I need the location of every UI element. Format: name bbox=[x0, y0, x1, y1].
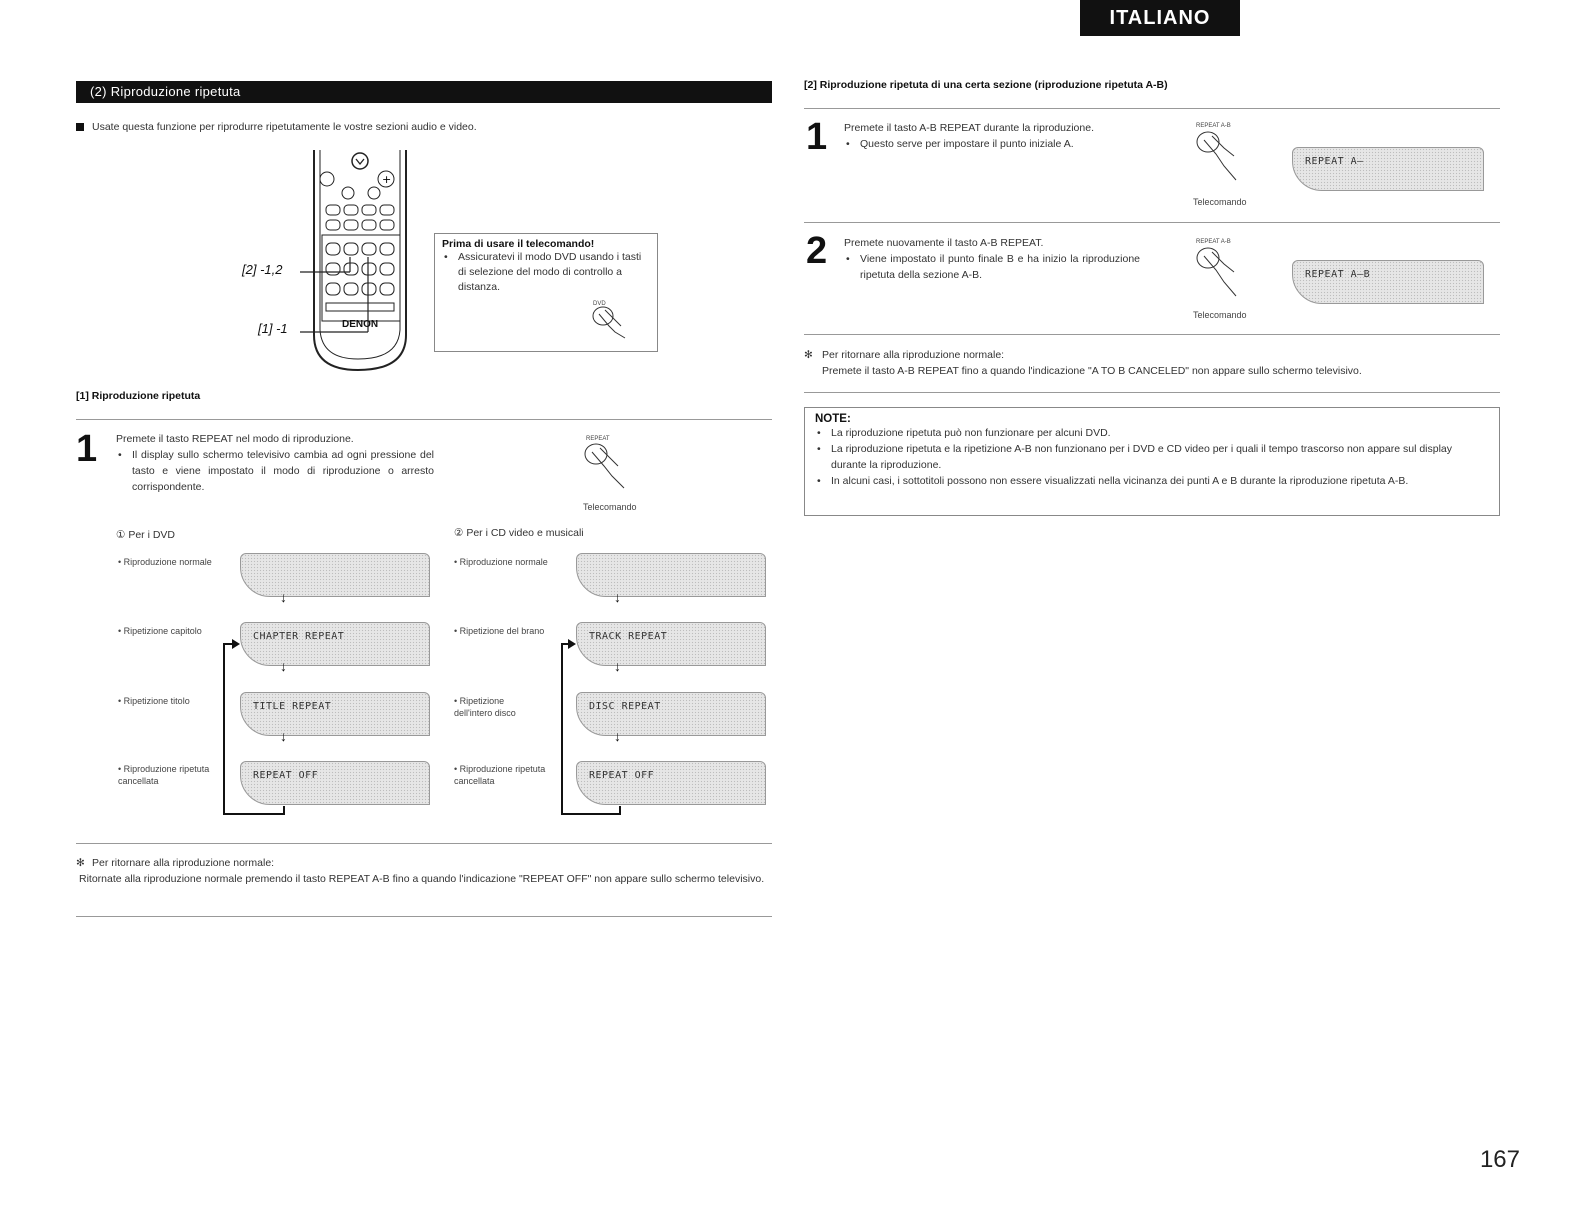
sub2-step2-bullet: • Viene impostato il punto finale B e ha inizio la riproduzione ripetuta della sezione A-B. bbox=[844, 251, 1140, 283]
hand-press-icon bbox=[585, 304, 635, 344]
arrow-down-icon: ↓ bbox=[280, 728, 287, 744]
svg-text:+: + bbox=[382, 173, 392, 186]
hand-press-icon bbox=[1190, 244, 1256, 304]
tv-screen: REPEAT A—B bbox=[1292, 260, 1484, 304]
section-title: (2) Riproduzione ripetuta bbox=[76, 81, 772, 103]
notes-box bbox=[804, 407, 1500, 516]
arrow-down-icon: ↓ bbox=[614, 658, 621, 674]
sub2-note-text: Premete il tasto A-B REPEAT fino a quando l'indicazione "A TO B CANCELED" non appare sullo schermo televisivo. bbox=[822, 365, 1362, 377]
arrow-down-icon: ↓ bbox=[614, 728, 621, 744]
arrow-down-icon: ↓ bbox=[614, 589, 621, 605]
sub1-note-title: Per ritornare alla riproduzione normale: bbox=[92, 857, 275, 869]
remote-caption: Telecomando bbox=[1193, 310, 1247, 320]
sub2-step1-bullet: • Questo serve per impostare il punto iniziale A. bbox=[844, 136, 1144, 152]
sub1-note-text: Ritornate alla riproduzione normale premendo il tasto REPEAT A-B fino a quando l'indicazione "REPEAT OFF" non appare sullo schermo televisivo. bbox=[79, 873, 765, 885]
repeat-ab-button-label: REPEAT A-B bbox=[1196, 239, 1231, 245]
col2-title: ② Per i CD video e musicali bbox=[454, 527, 584, 539]
tv-screen bbox=[240, 553, 430, 597]
before-remote-text: • Assicuratevi il modo DVD usando i tasti di selezione del modo di controllo a distanza. bbox=[442, 250, 650, 295]
sub1-step-bullet: • Il display sullo schermo televisivo cambia ad ogni pressione del tasto e viene impostato il modo di riproduzione o arresto corrispondente. bbox=[116, 447, 434, 495]
intro-text: Usate questa funzione per riprodurre ripetutamente le vostre sezioni audio e video. bbox=[92, 121, 477, 133]
tv-screen: DISC REPEAT bbox=[576, 692, 766, 736]
divider bbox=[804, 392, 1500, 393]
loop-arrow-icon bbox=[556, 636, 628, 816]
step-number: 1 bbox=[76, 428, 98, 470]
sub1-step bbox=[116, 431, 434, 495]
remote-brand: DENON bbox=[342, 319, 379, 330]
dvd-button-label: DVD bbox=[593, 301, 606, 307]
col1-label: • Ripetizione titolo bbox=[118, 696, 190, 706]
hand-press-icon bbox=[1190, 128, 1256, 188]
sub2-step1-main: Premete il tasto A-B REPEAT durante la riproduzione. bbox=[844, 122, 1094, 134]
divider bbox=[804, 334, 1500, 335]
sub1-heading: [1] Riproduzione ripetuta bbox=[76, 390, 201, 402]
step-number: 1 bbox=[806, 116, 828, 158]
sub2-step2 bbox=[844, 235, 1140, 283]
col2-label: • Ripetizione dell'intero disco bbox=[454, 696, 516, 718]
notes-title: NOTE: bbox=[815, 413, 851, 425]
remote-callout-2: [2] -1,2 bbox=[242, 262, 283, 277]
square-bullet-icon bbox=[76, 123, 84, 131]
before-remote-title: Prima di usare il telecomando! bbox=[442, 238, 595, 250]
hand-press-icon bbox=[578, 440, 638, 498]
divider bbox=[76, 419, 772, 420]
page-number: 167 bbox=[1479, 1146, 1520, 1173]
divider bbox=[804, 222, 1500, 223]
sub2-note bbox=[804, 347, 1500, 379]
note-item: • La riproduzione ripetuta e la ripetizione A-B non funzionano per i DVD e CD video per i quali il tempo trascorso non appare sul display durante la riproduzione. bbox=[815, 441, 1489, 473]
tv-screen: REPEAT OFF bbox=[240, 761, 430, 805]
sub1-note bbox=[76, 855, 772, 887]
divider bbox=[76, 916, 772, 917]
remote-caption: Telecomando bbox=[583, 502, 637, 512]
tv-screen: TITLE REPEAT bbox=[240, 692, 430, 736]
tv-screen: CHAPTER REPEAT bbox=[240, 622, 430, 666]
repeat-button-label: REPEAT bbox=[586, 436, 610, 442]
col2-label: • Riproduzione normale bbox=[454, 557, 548, 567]
arrow-down-icon: ↓ bbox=[280, 658, 287, 674]
asterisk-icon: ✻ bbox=[76, 857, 85, 869]
col1-title: ① Per i DVD bbox=[116, 529, 176, 541]
remote-callout-1: [1] -1 bbox=[258, 321, 288, 336]
tv-screen: REPEAT A— bbox=[1292, 147, 1484, 191]
note-item: • La riproduzione ripetuta può non funzionare per alcuni DVD. bbox=[815, 425, 1489, 441]
asterisk-icon: ✻ bbox=[804, 349, 813, 361]
intro bbox=[76, 119, 766, 135]
before-remote-box bbox=[434, 233, 658, 352]
arrow-down-icon: ↓ bbox=[280, 589, 287, 605]
language-tab: ITALIANO bbox=[1080, 0, 1240, 36]
sub1-step-main: Premete il tasto REPEAT nel modo di riproduzione. bbox=[116, 433, 354, 445]
note-item: • In alcuni casi, i sottotitoli possono non essere visualizzati nella vicinanza dei punti A e B durante la riproduzione ripetuta A-B. bbox=[815, 473, 1489, 489]
step-number: 2 bbox=[806, 230, 828, 272]
remote-caption: Telecomando bbox=[1193, 197, 1247, 207]
col2-label: • Riproduzione ripetuta cancellata bbox=[454, 764, 546, 786]
remote-illustration bbox=[300, 145, 420, 375]
col2-label: • Ripetizione del brano bbox=[454, 626, 545, 636]
tv-screen bbox=[576, 553, 766, 597]
divider bbox=[804, 108, 1500, 109]
loop-arrow-icon bbox=[218, 636, 290, 816]
divider bbox=[76, 843, 772, 844]
col1-label: • Riproduzione normale bbox=[118, 557, 212, 567]
sub2-step2-main: Premete nuovamente il tasto A-B REPEAT. bbox=[844, 237, 1044, 249]
sub2-step1 bbox=[844, 120, 1144, 152]
tv-screen: REPEAT OFF bbox=[576, 761, 766, 805]
tv-screen: TRACK REPEAT bbox=[576, 622, 766, 666]
col1-label: • Riproduzione ripetuta cancellata bbox=[118, 764, 210, 786]
repeat-ab-button-label: REPEAT A-B bbox=[1196, 123, 1231, 129]
sub2-heading: [2] Riproduzione ripetuta di una certa sezione (riproduzione ripetuta A-B) bbox=[804, 79, 1168, 91]
col1-label: • Ripetizione capitolo bbox=[118, 626, 202, 636]
sub2-note-title: Per ritornare alla riproduzione normale: bbox=[822, 349, 1005, 361]
